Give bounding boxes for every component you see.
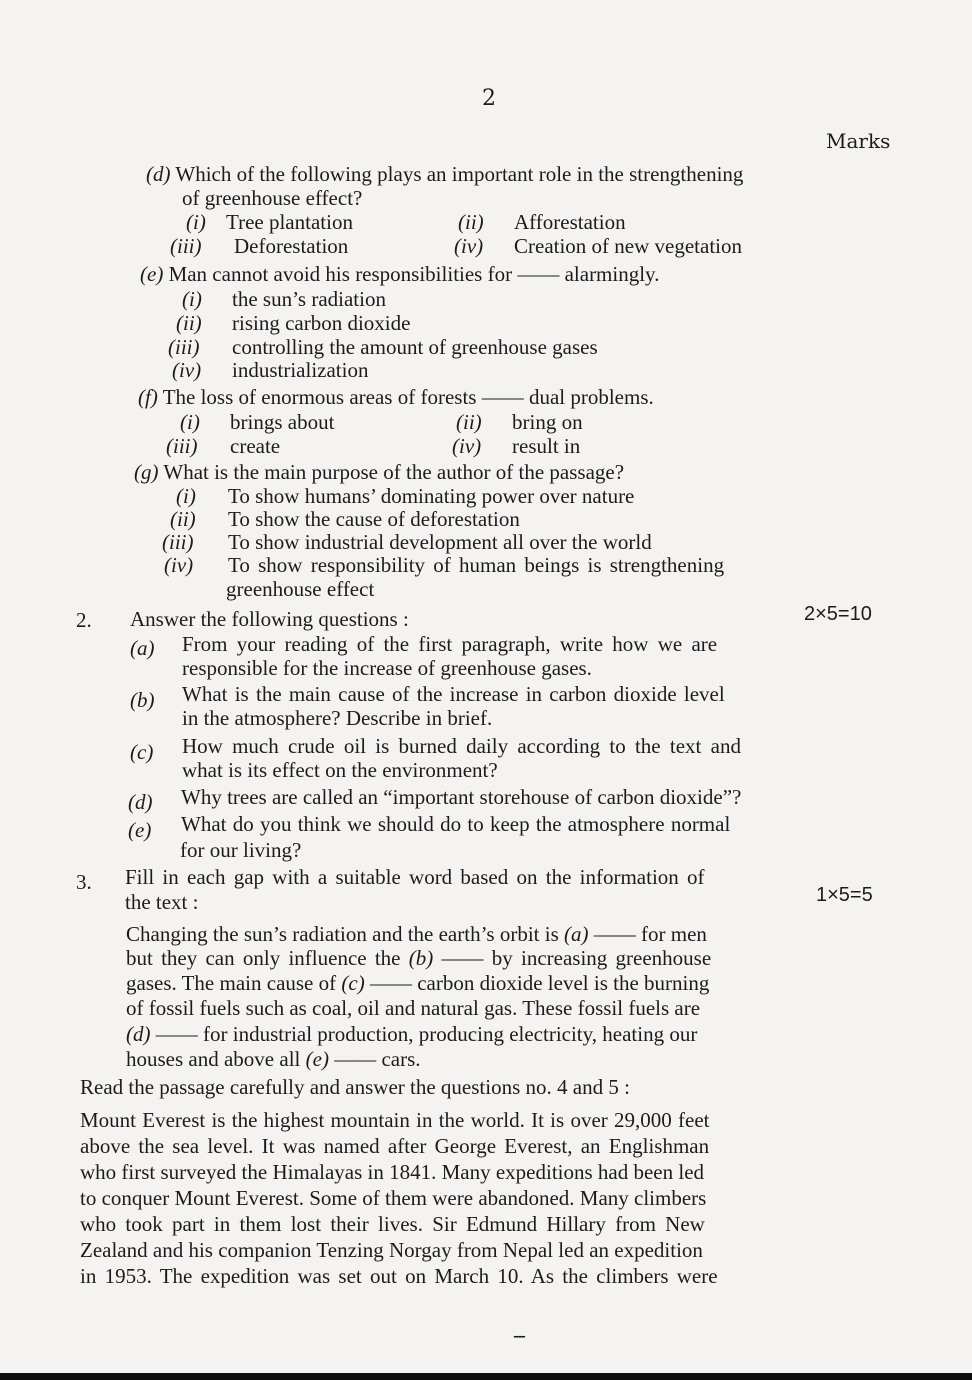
question-label: (d) <box>146 162 171 186</box>
option: (iv) industrialization <box>172 358 369 382</box>
passage-line: in 1953. The expedition was set out on March 10. As the climbers were <box>80 1264 718 1288</box>
gap-label: (e) <box>305 1047 329 1071</box>
question-label: (f) <box>138 385 158 409</box>
passage-line: who took part in them lost their lives. Sir Edmund Hillary from New <box>80 1212 705 1236</box>
question-text: The loss of enormous areas of forests —— dual problems. <box>162 385 654 409</box>
sub-question-line: Why trees are called an “important storehouse of carbon dioxide”? <box>181 785 742 809</box>
question-1d-line2: of greenhouse effect? <box>182 186 363 210</box>
sub-label: (d) <box>128 790 153 814</box>
option: (iv) Creation of new vegetation <box>454 234 743 258</box>
question-label: (g) <box>134 460 159 484</box>
sub-label: (c) <box>130 740 154 764</box>
sub-question-line: responsible for the increase of greenhouse gases. <box>182 656 592 680</box>
option: (i) the sun’s radiation <box>182 287 386 311</box>
option: (iv) result in <box>452 434 581 458</box>
option: (ii) To show the cause of deforestation <box>170 507 520 531</box>
bottom-dash-mark: – <box>514 1322 525 1347</box>
passage-instruction: Read the passage carefully and answer the questions no. 4 and 5 : <box>80 1075 630 1099</box>
sub-question-line: in the atmosphere? Describe in brief. <box>182 706 493 730</box>
gap-label: (a) <box>564 922 589 946</box>
question-text: What is the main purpose of the author of the passage? <box>163 460 625 484</box>
sub-question-line: What is the main cause of the increase in carbon dioxide level <box>182 682 725 706</box>
paragraph-line: houses and above all (e) —— cars. <box>126 1047 421 1071</box>
page-bottom-edge <box>0 1373 972 1380</box>
option: (iii) create <box>166 434 281 458</box>
option: (iii) Deforestation <box>170 234 349 258</box>
paragraph-line: (d) —— for industrial production, producing electricity, heating our <box>126 1022 698 1046</box>
sub-label: (e) <box>128 818 152 842</box>
gap-label: (b) <box>408 946 434 970</box>
sub-question-line: What do you think we should do to keep the atmosphere normal <box>181 812 731 836</box>
gap-label: (d) <box>126 1022 151 1046</box>
option: (iv) To show responsibility of human beings is strengthening <box>164 553 725 577</box>
option: (ii) rising carbon dioxide <box>176 311 411 335</box>
passage-line: to conquer Mount Everest. Some of them were abandoned. Many climbers <box>80 1186 707 1210</box>
question-text: Man cannot avoid his responsibilities for —— alarmingly. <box>168 262 660 286</box>
question-marks: 2×5=10 <box>804 603 872 625</box>
question-title-line2: the text : <box>125 890 199 914</box>
gap-label: (c) <box>341 971 365 995</box>
option: (i) Tree plantation <box>186 210 353 234</box>
option: (iii) To show industrial development all over the world <box>162 530 652 554</box>
page-number: 2 <box>482 86 496 111</box>
question-number: 2. <box>76 608 92 632</box>
sub-label: (a) <box>130 636 155 660</box>
question-1d-line1 <box>146 162 743 186</box>
option-continuation: greenhouse effect <box>226 577 375 601</box>
question-title-line1: Fill in each gap with a suitable word based on the information of <box>125 865 705 889</box>
option: (i) To show humans’ dominating power over nature <box>176 484 635 508</box>
question-1g-line <box>134 460 624 484</box>
passage-line: Mount Everest is the highest mountain in the world. It is over 29,000 feet <box>80 1108 710 1132</box>
question-marks: 1×5=5 <box>816 884 873 906</box>
sub-label: (b) <box>130 688 155 712</box>
paragraph-line: but they can only influence the (b) —— by increasing greenhouse <box>126 946 712 970</box>
question-number: 3. <box>76 870 92 894</box>
passage-line: above the sea level. It was named after George Everest, an Englishman <box>80 1134 710 1158</box>
marks-header: Marks <box>826 129 891 153</box>
sub-question-line: what is its effect on the environment? <box>182 758 498 782</box>
passage-line: Zealand and his companion Tenzing Norgay from Nepal led an expedition <box>80 1238 703 1262</box>
paragraph-line: gases. The main cause of (c) —— carbon dioxide level is the burning <box>126 971 710 995</box>
sub-question-line: From your reading of the first paragraph, write how we are <box>182 632 718 656</box>
question-text: Which of the following plays an important role in the strengthening <box>175 162 744 186</box>
sub-question-line: for our living? <box>180 838 302 862</box>
option: (ii) Afforestation <box>458 210 626 234</box>
question-1f-line <box>138 385 654 409</box>
question-title: Answer the following questions : <box>130 607 409 631</box>
sub-question-line: How much crude oil is burned daily according to the text and <box>182 734 741 758</box>
paragraph-line: Changing the sun’s radiation and the earth’s orbit is (a) —— for men <box>126 922 707 946</box>
option: (ii) bring on <box>456 410 583 434</box>
paragraph-line: of fossil fuels such as coal, oil and natural gas. These fossil fuels are <box>126 996 701 1020</box>
question-1e-line <box>140 262 659 286</box>
question-label: (e) <box>140 262 164 286</box>
option: (iii) controlling the amount of greenhouse gases <box>168 335 598 359</box>
option: (i) brings about <box>180 410 335 434</box>
passage-line: who first surveyed the Himalayas in 1841. Many expeditions had been led <box>80 1160 705 1184</box>
